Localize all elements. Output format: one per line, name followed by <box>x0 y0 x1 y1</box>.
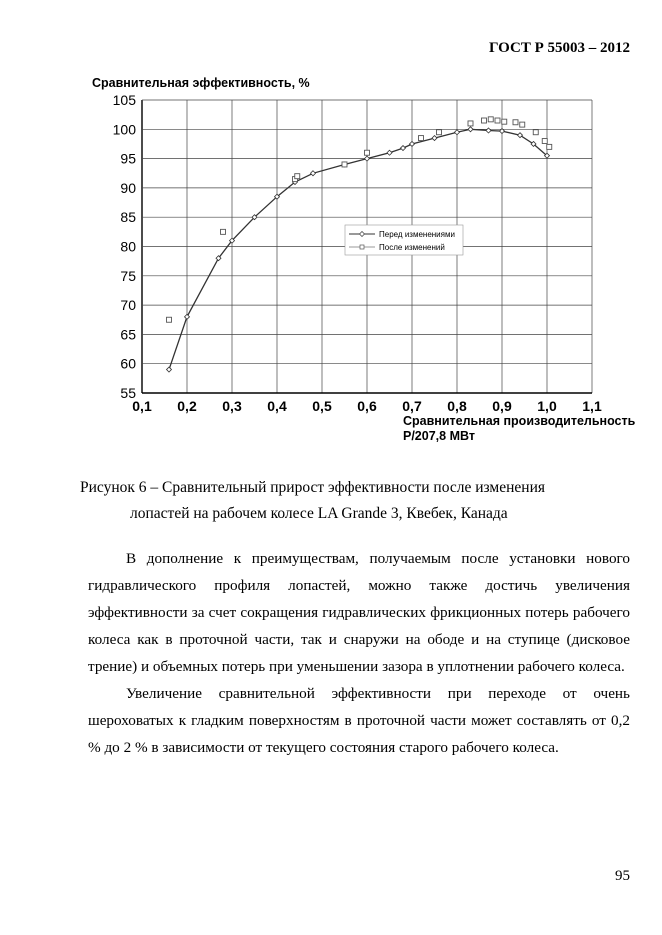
point-after <box>520 122 525 127</box>
x-axis-label-line1: Сравнительная производительность <box>403 414 636 428</box>
legend-label-before: Перед изменениями <box>379 230 455 239</box>
x-tick-label: 0,5 <box>312 398 332 414</box>
point-after <box>547 144 552 149</box>
point-after <box>468 121 473 126</box>
y-axis-label: Сравнительная эффективность, % <box>92 76 310 90</box>
legend-marker-after <box>360 245 364 249</box>
point-after <box>437 130 442 135</box>
y-tick-label: 70 <box>120 297 136 314</box>
point-before <box>468 127 473 132</box>
point-after <box>502 119 507 124</box>
point-before <box>387 150 392 155</box>
caption-line-2: лопастей на рабочем колесе LA Grande 3, Квебек, Канада <box>130 505 508 522</box>
y-tick-label: 105 <box>112 92 136 108</box>
x-tick-label: 0,6 <box>357 398 377 414</box>
point-before <box>432 136 437 141</box>
point-after <box>365 150 370 155</box>
point-after <box>295 174 300 179</box>
point-before <box>311 171 316 176</box>
x-tick-label: 0,4 <box>267 398 287 414</box>
point-after <box>533 130 538 135</box>
point-after <box>482 118 487 123</box>
y-tick-label: 80 <box>120 238 136 255</box>
x-tick-label: 0,2 <box>177 398 197 414</box>
figure-caption <box>0 475 662 527</box>
point-before <box>486 128 491 133</box>
point-before <box>401 146 406 151</box>
y-tick-label: 95 <box>120 150 136 167</box>
chart-svg <box>80 65 640 455</box>
legend-label-after: После изменений <box>379 243 445 252</box>
efficiency-chart <box>80 65 640 455</box>
point-before <box>185 314 190 319</box>
y-tick-label: 100 <box>112 121 136 138</box>
y-tick-label: 55 <box>120 385 136 401</box>
x-tick-label: 0,9 <box>492 398 512 414</box>
document-header: ГОСТ Р 55003 – 2012 <box>488 40 630 56</box>
point-after <box>342 162 347 167</box>
x-tick-label: 0,1 <box>132 398 152 414</box>
x-tick-label: 1,1 <box>582 398 602 414</box>
y-tick-label: 60 <box>120 355 136 372</box>
y-tick-label: 90 <box>120 179 136 196</box>
caption-line-1: Рисунок 6 – Сравнительный прирост эффективности после изменения <box>80 479 545 496</box>
point-before <box>167 367 172 372</box>
x-tick-label: 0,3 <box>222 398 242 414</box>
point-after <box>167 317 172 322</box>
point-before <box>365 156 370 161</box>
x-axis-label-line2: P/207,8 МВт <box>403 429 475 443</box>
point-after <box>513 120 518 125</box>
point-after <box>542 139 547 144</box>
y-tick-label: 75 <box>120 267 136 284</box>
point-before <box>410 141 415 146</box>
point-after <box>495 118 500 123</box>
body-text <box>88 545 630 761</box>
paragraph-1: В дополнение к преимуществам, получаемым после установки нового гидравлического профиля лопастей, можно также достичь увеличения эффективности за счет сокращения гидравлических фрикционных потерь рабочего колеса как в проточной части, так и снаружи на ободе и на ступице (дисковое трение) и объемных потерь при уменьшении зазора в уплотнении рабочего колеса. <box>88 550 630 675</box>
point-after <box>221 229 226 234</box>
y-tick-label: 65 <box>120 326 136 343</box>
y-tick-label: 85 <box>120 209 136 226</box>
x-tick-label: 0,8 <box>447 398 467 414</box>
chart-legend <box>345 225 463 255</box>
x-tick-label: 1,0 <box>537 398 557 414</box>
point-before <box>455 130 460 135</box>
point-after <box>419 136 424 141</box>
page-number: 95 <box>615 868 630 884</box>
x-tick-label: 0,7 <box>402 398 422 414</box>
point-after <box>488 117 493 122</box>
paragraph-2: Увеличение сравнительной эффективности при переходе от очень шероховатых к гладким поверхностям в проточной части может составлять от 0,2 % до 2 % в зависимости от текущего состояния старого рабочего колеса. <box>88 685 630 756</box>
